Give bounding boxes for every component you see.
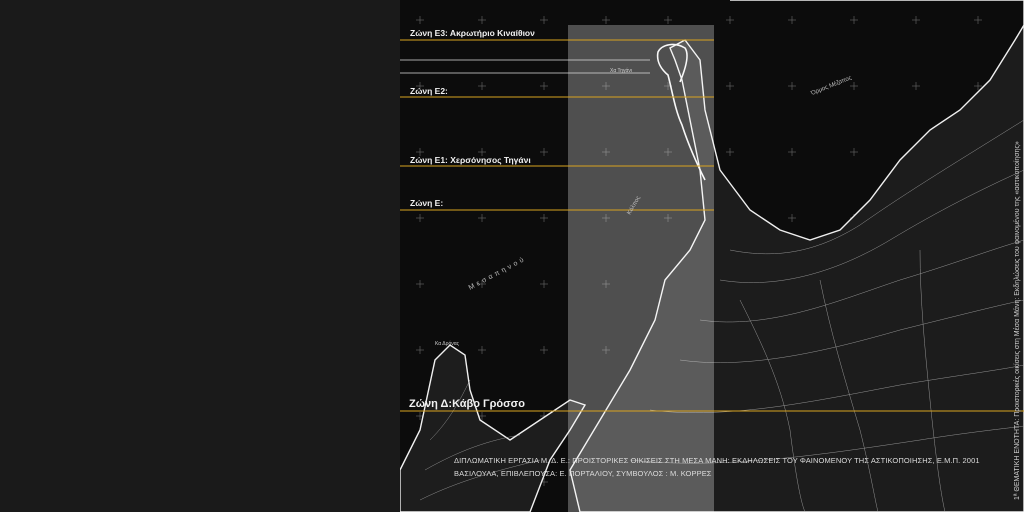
west-headland: [400, 345, 585, 512]
topographic-map: [400, 0, 1024, 512]
credits-line-1: ΔΙΠΛΩΜΑΤΙΚΗ ΕΡΓΑΣΙΑ Μ. Δ. Ε.: ΠΡΟΙΣΤΟΡΙΚΕΣ ΟΙΚΙΣΕΙΣ ΣΤΗ ΜΕΣΑ ΜΑΝΗ: ΕΚΔΗΛΩΣΕΙΣ ΤΟΥ ΦΑΙΝΟΜΕΝΟΥ ΤΗΣ ΑΣΤΙΚΟΠΟΙΗΣΗΣ, Ε.Μ.Π. 2001: [454, 456, 980, 465]
map-drawing: [400, 0, 1024, 512]
map-label-gulf: Κόλπος: [626, 195, 642, 216]
map-label-rocks: Όρμος Μέζαπος: [810, 75, 853, 97]
zone-d-label: Ζώνη Δ:Κάβο Γρόσσο: [409, 398, 525, 410]
side-caption: 1ª ΘΕΜΑΤΙΚΗ ΕΝΟΤΗΤΑ: Προιστορικές οικίσεις στη Μέσα Μάνη: Εκδηλώσεις του φαινομένου της «αστικοποίησης»: [1014, 141, 1021, 500]
zone-e1-label: Ζώνη Ε1: Χερσόνησος Τηγάνι: [410, 155, 531, 165]
zone-e2-label: Ζώνη Ε2:: [410, 86, 448, 96]
map-label-drona: Κα Δρόνας: [435, 341, 460, 347]
credits-line-2: ΒΑΣΙΛΟΥΛΑ, ΕΠΙΒΛΕΠΟΥΣΑ: Ε. ΠΟΡΤΑΛΙΟΥ, ΣΥΜΒΟΥΛΟΣ : Μ. ΚΟΡΡΕΣ: [454, 469, 712, 478]
study-area-highlight: [568, 25, 714, 512]
map-label-tigani: Χα Τηγάνι: [610, 68, 632, 74]
map-label-mesapi: Μεσαπηνού: [467, 255, 528, 292]
zone-e3-label: Ζώνη Ε3: Ακρωτήριο Κιναίθιον: [410, 28, 535, 38]
intro-panel: [0, 0, 400, 512]
zone-e-label: Ζώνη Ε:: [410, 198, 444, 208]
